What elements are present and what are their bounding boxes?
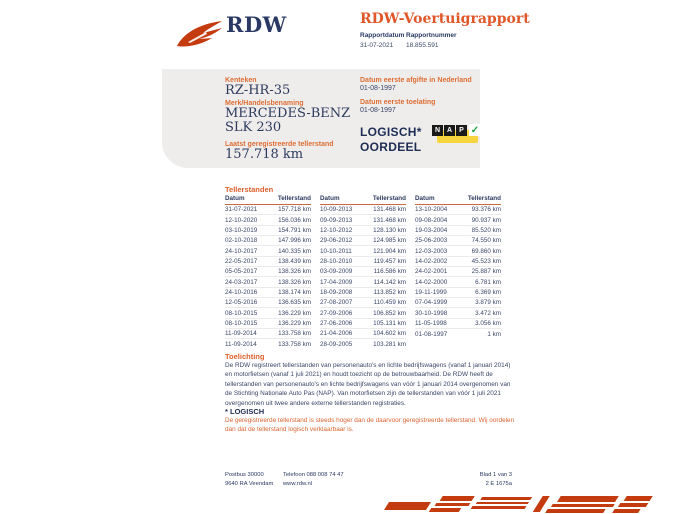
afgifte-value: 01-08-1997 [360, 85, 396, 92]
row-datum: 24-10-2016 [225, 288, 258, 296]
row-datum: 27-08-2007 [320, 299, 353, 307]
row-tellerstand: 140.335 km [278, 247, 311, 255]
table-row [320, 246, 406, 256]
tellerstanden-column-3 [415, 195, 501, 339]
row-tellerstand: 136.229 km [278, 319, 311, 327]
table-row [225, 267, 311, 277]
table-row [225, 308, 311, 318]
table-body [415, 205, 501, 339]
tellerstand-value: 157.718 km [225, 147, 304, 162]
datum-header: Datum [225, 195, 245, 202]
row-datum: 12-03-2003 [415, 247, 448, 255]
table-header [225, 195, 311, 205]
table-row [415, 288, 501, 298]
row-datum: 31-07-2021 [225, 206, 258, 214]
table-row [320, 226, 406, 236]
row-tellerstand: 93.376 km [471, 206, 501, 214]
row-datum: 05-05-2017 [225, 268, 258, 276]
row-datum: 13-10-2004 [415, 206, 448, 214]
row-tellerstand: 138.174 km [278, 288, 311, 296]
row-datum: 24-03-2017 [225, 278, 258, 286]
row-tellerstand: 113.852 km [373, 288, 406, 296]
row-datum: 14-02-2002 [415, 257, 448, 265]
table-row [415, 267, 501, 277]
report-title: RDW-Voertuigrapport [360, 11, 530, 27]
oordeel-text [360, 125, 422, 155]
table-row [225, 236, 311, 246]
row-tellerstand: 105.131 km [373, 319, 406, 327]
oordeel-line2: OORDEEL [360, 140, 422, 154]
tellerstand-header: Tellerstand [372, 195, 406, 202]
report-date-block [360, 32, 404, 49]
table-row [225, 246, 311, 256]
table-row [415, 319, 501, 329]
merk-label: Merk/Handelsbenaming [225, 100, 304, 107]
row-datum: 28-09-2005 [320, 341, 353, 349]
row-datum: 03-10-2019 [225, 226, 258, 234]
tellerstanden-column-1 [225, 195, 311, 350]
footer-postbus: Postbus 30000 [225, 472, 264, 478]
table-row [320, 339, 406, 349]
row-datum: 24-02-2001 [415, 268, 448, 276]
table-row [415, 308, 501, 318]
row-tellerstand: 104.602 km [373, 330, 406, 338]
row-tellerstand: 136.229 km [278, 309, 311, 317]
footer-address [225, 471, 273, 489]
nap-letter-tiles [432, 125, 467, 136]
report-number-block [406, 32, 457, 49]
table-row [415, 257, 501, 267]
row-tellerstand: 103.281 km [373, 341, 406, 349]
row-datum: 18-09-2008 [320, 288, 353, 296]
row-tellerstand: 90.937 km [471, 216, 501, 224]
tellerstanden-title: Tellerstanden [225, 185, 274, 194]
row-tellerstand: 69.860 km [471, 247, 501, 255]
table-row [415, 298, 501, 308]
row-datum: 27-09-2006 [320, 309, 353, 317]
row-tellerstand: 131.468 km [373, 216, 406, 224]
row-datum: 10-10-2011 [320, 247, 352, 255]
table-row [320, 329, 406, 339]
nap-check-icon: ✓ [470, 124, 480, 136]
table-header [320, 195, 406, 205]
row-datum: 29-06-2012 [320, 237, 353, 245]
nap-logo [432, 123, 480, 147]
row-datum: 07-04-1999 [415, 299, 448, 307]
row-datum: 24-10-2017 [225, 247, 258, 255]
table-row [320, 308, 406, 318]
table-row [320, 236, 406, 246]
row-tellerstand: 131.468 km [373, 206, 406, 214]
row-datum: 27-06-2006 [320, 319, 353, 327]
table-body [225, 205, 311, 350]
tellerstanden-column-2 [320, 195, 406, 350]
row-tellerstand: 156.036 km [278, 216, 311, 224]
kenteken-label: Kenteken [225, 77, 257, 84]
table-row [415, 226, 501, 236]
footer-contact [283, 471, 344, 489]
table-row [415, 205, 501, 215]
row-datum: 11-05-1998 [415, 319, 447, 327]
row-tellerstand: 3.056 km [475, 319, 501, 327]
row-tellerstand: 136.635 km [278, 299, 311, 307]
table-body [320, 205, 406, 350]
row-datum: 02-10-2018 [225, 237, 258, 245]
row-tellerstand: 106.852 km [373, 309, 406, 317]
row-tellerstand: 3.879 km [475, 299, 501, 307]
table-row [320, 205, 406, 215]
row-tellerstand: 74.550 km [471, 237, 501, 245]
table-row [320, 215, 406, 225]
table-row [415, 215, 501, 225]
toelichting-title: Toelichting [225, 352, 265, 361]
table-row [225, 277, 311, 287]
nap-letter-tile: A [444, 125, 455, 136]
row-tellerstand: 1 km [487, 330, 501, 338]
row-datum: 08-10-2015 [225, 309, 258, 317]
datum-header: Datum [415, 195, 435, 202]
table-row [415, 236, 501, 246]
row-tellerstand: 85.520 km [471, 226, 501, 234]
row-datum: 09-09-2013 [320, 216, 353, 224]
row-tellerstand: 119.457 km [373, 257, 406, 265]
table-row [225, 257, 311, 267]
row-tellerstand: 3.472 km [475, 309, 501, 317]
kenteken-value: RZ-HR-35 [225, 83, 291, 98]
row-tellerstand: 116.586 km [373, 268, 406, 276]
row-tellerstand: 124.985 km [373, 237, 406, 245]
row-tellerstand: 45.523 km [471, 257, 501, 265]
row-datum: 12-10-2012 [320, 226, 353, 234]
row-tellerstand: 133.758 km [278, 341, 311, 349]
row-tellerstand: 121.904 km [373, 247, 406, 255]
table-row [415, 329, 501, 339]
logisch-explanation: De geregistreerde tellerstand is steeds hoger dan de daarvoor geregistreerde tellerstand. Wij oordelen dan dat de tellerstand logisch verklaarbaar is. [225, 417, 515, 434]
row-datum: 22-05-2017 [225, 257, 258, 265]
row-datum: 11-09-2014 [225, 330, 257, 338]
report-number-value: 18.855.591 [406, 42, 439, 49]
oordeel-line1: LOGISCH* [360, 125, 422, 139]
table-row [225, 205, 311, 215]
toelating-label: Datum eerste toelating [360, 99, 436, 106]
footer-city: 9640 RA Veendam [225, 481, 274, 487]
tellerstand-header: Tellerstand [467, 195, 501, 202]
row-tellerstand: 133.758 km [278, 330, 311, 338]
row-datum: 21-04-2006 [320, 330, 353, 338]
row-tellerstand: 110.459 km [373, 299, 406, 307]
row-tellerstand: 128.130 km [373, 226, 406, 234]
report-date-value: 31-07-2021 [360, 42, 394, 49]
footer-page-number: Blad 1 van 3 [479, 472, 512, 478]
nap-letter-tile: N [432, 125, 443, 136]
model-value: SLK 230 [225, 120, 282, 135]
footer-website: www.rdw.nl [283, 481, 312, 487]
row-tellerstand: 25.887 km [471, 268, 501, 276]
row-tellerstand: 138.439 km [278, 257, 311, 265]
table-row [225, 215, 311, 225]
toelating-value: 01-08-1997 [360, 107, 396, 114]
row-tellerstand: 138.326 km [278, 278, 311, 286]
datum-header: Datum [320, 195, 340, 202]
table-row [415, 246, 501, 256]
row-tellerstand: 147.996 km [278, 237, 311, 245]
report-number-label: Rapportnummer [406, 32, 457, 39]
report-date-label: Rapportdatum [360, 32, 405, 39]
table-row [320, 319, 406, 329]
afgifte-label: Datum eerste afgifte in Nederland [360, 77, 472, 84]
table-header [415, 195, 501, 205]
row-tellerstand: 138.326 km [278, 268, 311, 276]
toelichting-paragraph: De RDW registreert tellerstanden van personenauto's en lichte bedrijfswagens (vanaf 1 januari 2014) en motorfietsen (vanaf 1 juli 2021) en houdt toezicht op de betrouwbaarheid. De RDW heeft de tellerstanden van personenauto's en lichte bedrijfswagens van vóór 1 januari 2014 overgenomen van de Stichting Nationale Auto Pas (NAP). Van motorfietsen zijn de tellerstanden van vóór 1 juli 2021 overgenomen uit twee andere externe tellerstanden registraties. [225, 362, 511, 407]
row-datum: 25-06-2003 [415, 237, 448, 245]
row-datum: 30-10-1998 [415, 309, 448, 317]
logisch-heading: * LOGISCH [225, 407, 265, 416]
table-row [225, 298, 311, 308]
rdw-feather-logo-icon [176, 20, 223, 48]
row-datum: 10-09-2013 [320, 206, 353, 214]
footer-form-number: 2 E 1675a [485, 481, 512, 487]
row-tellerstand: 114.142 km [373, 278, 406, 286]
row-tellerstand: 6.369 km [475, 288, 501, 296]
row-datum: 19-03-2004 [415, 226, 448, 234]
row-datum: 28-10-2010 [320, 257, 353, 265]
row-datum: 03-09-2009 [320, 268, 353, 276]
row-datum: 12-05-2016 [225, 299, 258, 307]
row-tellerstand: 154.791 km [278, 226, 311, 234]
nap-letter-tile: P [456, 125, 467, 136]
table-row [320, 277, 406, 287]
row-datum: 09-08-2004 [415, 216, 448, 224]
table-row [225, 319, 311, 329]
row-datum: 01-08-1997 [415, 330, 448, 338]
row-datum: 14-02-2000 [415, 278, 448, 286]
tellerstand-label: Laatst geregistreerde tellerstand [225, 141, 334, 148]
row-datum: 12-10-2020 [225, 216, 258, 224]
rdw-wordmark: RDW [226, 12, 287, 37]
table-row [225, 339, 311, 349]
table-row [320, 298, 406, 308]
table-row [225, 329, 311, 339]
table-row [225, 226, 311, 236]
row-datum: 11-09-2014 [225, 341, 257, 349]
table-row [320, 288, 406, 298]
merk-value: MERCEDES-BENZ [225, 106, 351, 121]
footer-page-info [430, 471, 512, 489]
row-datum: 19-11-1999 [415, 288, 447, 296]
table-row [225, 288, 311, 298]
rdw-speedlines-graphic [372, 494, 685, 514]
row-datum: 08-10-2015 [225, 319, 258, 327]
table-row [320, 257, 406, 267]
table-row [320, 267, 406, 277]
row-tellerstand: 6.781 km [475, 278, 501, 286]
table-row [415, 277, 501, 287]
tellerstand-header: Tellerstand [277, 195, 311, 202]
footer-phone: Telefoon 088 008 74 47 [283, 472, 344, 478]
row-tellerstand: 157.718 km [278, 206, 311, 214]
row-datum: 17-04-2009 [320, 278, 353, 286]
